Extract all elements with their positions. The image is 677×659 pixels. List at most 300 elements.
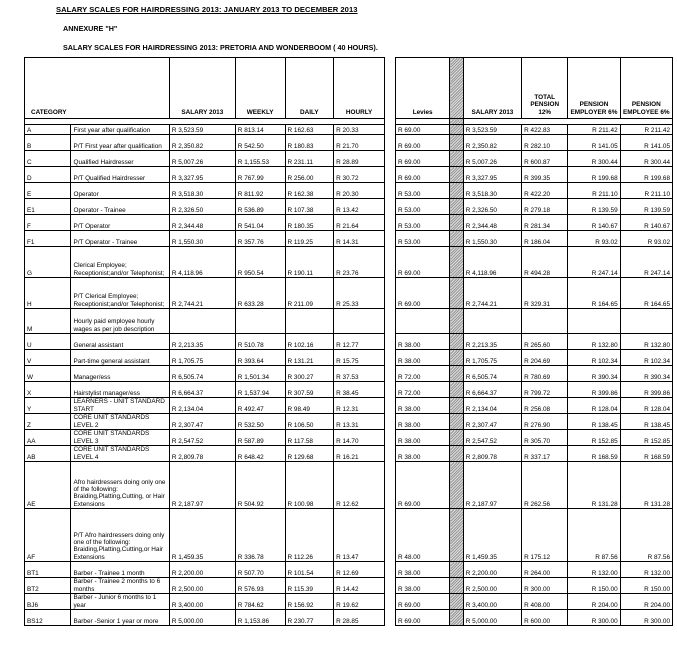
category-description: P/T Qualified Hairdresser (71, 167, 169, 183)
pension-employee-cell: R 199.68 (620, 167, 672, 183)
total-pension-cell: R 600.87 (522, 151, 568, 167)
levies-cell: R 53.00 (396, 215, 450, 231)
salary-cell: R 6,505.74 (169, 366, 235, 382)
hatch-divider (450, 151, 463, 167)
hourly-cell: R 15.75 (334, 350, 385, 366)
hatch-divider (450, 446, 463, 462)
hourly-cell: R 14.31 (334, 231, 385, 247)
category-code: AE (25, 462, 71, 509)
daily-cell: R 98.49 (285, 398, 334, 414)
pension-employer-cell: R 300.44 (568, 151, 620, 167)
table-row (25, 382, 385, 398)
table-row (25, 231, 385, 247)
category-description: CORE UNIT STANDARDS LEVEL 3 (71, 430, 169, 446)
salary-cell: R 2,134.04 (169, 398, 235, 414)
salary-cell: R 2,326.50 (169, 199, 235, 215)
table-row (25, 183, 385, 199)
hourly-cell: R 21.64 (334, 215, 385, 231)
header-levies: Levies (396, 58, 450, 119)
hatch-divider (450, 247, 463, 278)
hatch-divider (450, 382, 463, 398)
levies-cell: R 69.00 (396, 247, 450, 278)
daily-cell: R 231.11 (285, 151, 334, 167)
pension-employer-cell: R 132.00 (568, 562, 620, 578)
daily-cell: R 131.21 (285, 350, 334, 366)
pension-employer-cell (568, 309, 620, 334)
levies-cell: R 38.00 (396, 430, 450, 446)
table-row (25, 278, 385, 309)
table-row (25, 366, 385, 382)
category-description: Barber -Senior 1 year or more (71, 610, 169, 626)
daily-cell: R 162.38 (285, 183, 334, 199)
table-row (396, 398, 673, 414)
daily-cell: R 180.35 (285, 215, 334, 231)
hatch-divider (450, 278, 463, 309)
salary-2013-cell: R 2,744.21 (463, 278, 521, 309)
weekly-cell: R 393.64 (235, 350, 285, 366)
table-row (396, 167, 673, 183)
salary-cell: R 1,459.35 (169, 509, 235, 562)
salary-2013-cell: R 1,459.35 (463, 509, 521, 562)
pension-employee-cell: R 139.59 (620, 199, 672, 215)
pension-employer-cell: R 168.59 (568, 446, 620, 462)
weekly-cell: R 1,501.34 (235, 366, 285, 382)
table-row (396, 278, 673, 309)
table-row (25, 509, 385, 562)
salary-cell: R 1,705.75 (169, 350, 235, 366)
pension-employer-cell: R 102.34 (568, 350, 620, 366)
table-row (396, 309, 673, 334)
table-row (396, 125, 673, 135)
category-code: U (25, 334, 71, 350)
weekly-cell: R 357.76 (235, 231, 285, 247)
pension-employer-cell: R 128.04 (568, 398, 620, 414)
salary-cell: R 2,307.47 (169, 414, 235, 430)
header-row (25, 58, 385, 119)
weekly-cell: R 767.99 (235, 167, 285, 183)
daily-cell: R 180.83 (285, 135, 334, 151)
category-description: Operator (71, 183, 169, 199)
salary-2013-cell: R 2,134.04 (463, 398, 521, 414)
weekly-cell: R 648.42 (235, 446, 285, 462)
category-description: Part-time general assistant (71, 350, 169, 366)
salary-cell: R 6,664.37 (169, 382, 235, 398)
table-row (396, 446, 673, 462)
salary-cell: R 2,547.52 (169, 430, 235, 446)
levies-cell (396, 309, 450, 334)
salary-2013-cell: R 2,213.35 (463, 334, 521, 350)
hatch-divider (450, 462, 463, 509)
header-weekly: WEEKLY (235, 58, 285, 119)
hatch-divider (450, 58, 463, 119)
salary-cell: R 2,213.35 (169, 334, 235, 350)
daily-cell: R 156.92 (285, 594, 334, 610)
total-pension-cell: R 265.60 (522, 334, 568, 350)
salary-2013-cell: R 4,118.96 (463, 247, 521, 278)
category-description: Qualified Hairdresser (71, 151, 169, 167)
hourly-cell: R 13.31 (334, 414, 385, 430)
pension-employee-cell: R 93.02 (620, 231, 672, 247)
salary-2013-cell: R 1,705.75 (463, 350, 521, 366)
hatch-divider (450, 199, 463, 215)
salary-2013-cell: R 6,505.74 (463, 366, 521, 382)
category-code: B (25, 135, 71, 151)
pension-employee-cell (620, 309, 672, 334)
category-code: F (25, 215, 71, 231)
hourly-cell: R 13.47 (334, 509, 385, 562)
hourly-cell: R 23.76 (334, 247, 385, 278)
salary-cell: R 2,809.78 (169, 446, 235, 462)
hatch-divider (450, 562, 463, 578)
total-pension-cell: R 337.17 (522, 446, 568, 462)
table-row (396, 350, 673, 366)
weekly-cell: R 510.78 (235, 334, 285, 350)
category-code: X (25, 382, 71, 398)
category-code: BT2 (25, 578, 71, 594)
weekly-cell (235, 309, 285, 334)
salary-cell: R 3,523.59 (169, 125, 235, 135)
pension-employer-cell: R 390.34 (568, 366, 620, 382)
pension-employee-cell: R 247.14 (620, 247, 672, 278)
levies-cell: R 69.00 (396, 151, 450, 167)
daily-cell (285, 309, 334, 334)
weekly-cell: R 576.93 (235, 578, 285, 594)
hourly-cell: R 30.72 (334, 167, 385, 183)
pension-employee-cell: R 138.45 (620, 414, 672, 430)
category-code: V (25, 350, 71, 366)
pension-employee-cell: R 164.65 (620, 278, 672, 309)
hatch-divider (450, 215, 463, 231)
daily-cell: R 162.63 (285, 125, 334, 135)
category-code: M (25, 309, 71, 334)
table-row (25, 398, 385, 414)
daily-cell: R 102.16 (285, 334, 334, 350)
category-code: Y (25, 398, 71, 414)
table-row (25, 215, 385, 231)
total-pension-cell: R 186.04 (522, 231, 568, 247)
salary-cell: R 2,500.00 (169, 578, 235, 594)
hatch-divider (450, 366, 463, 382)
pension-employer-cell: R 399.86 (568, 382, 620, 398)
weekly-cell: R 507.70 (235, 562, 285, 578)
total-pension-cell (522, 309, 568, 334)
category-description: Operator - Trainee (71, 199, 169, 215)
pension-employer-cell: R 132.80 (568, 334, 620, 350)
levies-cell: R 38.00 (396, 578, 450, 594)
hatch-divider (450, 350, 463, 366)
weekly-cell: R 504.92 (235, 462, 285, 509)
category-code: D (25, 167, 71, 183)
pension-employee-cell: R 211.10 (620, 183, 672, 199)
pension-employer-cell: R 164.65 (568, 278, 620, 309)
total-pension-cell: R 422.83 (522, 125, 568, 135)
table-row (396, 231, 673, 247)
table-row (396, 594, 673, 610)
hourly-cell: R 12.31 (334, 398, 385, 414)
document-title: SALARY SCALES FOR HAIRDRESSING 2013: JANUARY 2013 TO DECEMBER 2013 (56, 5, 358, 14)
pension-employer-cell: R 152.85 (568, 430, 620, 446)
category-description: P/T Operator (71, 215, 169, 231)
category-code: G (25, 247, 71, 278)
header-salary: SALARY 2013 (169, 58, 235, 119)
category-description: CORE UNIT STANDARDS LEVEL 2 (71, 414, 169, 430)
table-row (25, 414, 385, 430)
category-code: BS12 (25, 610, 71, 626)
salary-cell: R 3,327.95 (169, 167, 235, 183)
hourly-cell: R 13.42 (334, 199, 385, 215)
pension-employee-cell: R 87.56 (620, 509, 672, 562)
total-pension-cell: R 282.10 (522, 135, 568, 151)
category-description: CORE UNIT STANDARDS LEVEL 4 (71, 446, 169, 462)
pension-employee-cell: R 152.85 (620, 430, 672, 446)
pension-employee-cell: R 150.00 (620, 578, 672, 594)
daily-cell: R 211.09 (285, 278, 334, 309)
total-pension-cell: R 399.35 (522, 167, 568, 183)
table-row (396, 578, 673, 594)
table-row (396, 151, 673, 167)
hatch-divider (450, 135, 463, 151)
pension-employer-cell: R 300.00 (568, 610, 620, 626)
table-row (396, 430, 673, 446)
daily-cell: R 115.39 (285, 578, 334, 594)
hourly-cell: R 38.45 (334, 382, 385, 398)
salary-cell: R 3,400.00 (169, 594, 235, 610)
salary-2013-cell: R 2,307.47 (463, 414, 521, 430)
salary-cell: R 5,007.26 (169, 151, 235, 167)
salary-table (24, 57, 385, 626)
salary-2013-cell (463, 309, 521, 334)
table-row (25, 462, 385, 509)
category-code: AB (25, 446, 71, 462)
category-code: AF (25, 509, 71, 562)
header-row (396, 58, 673, 119)
pension-employee-cell: R 132.00 (620, 562, 672, 578)
hourly-cell: R 14.70 (334, 430, 385, 446)
hourly-cell: R 21.70 (334, 135, 385, 151)
table-row (25, 350, 385, 366)
table-row (396, 183, 673, 199)
table-row (396, 215, 673, 231)
table-row (25, 610, 385, 626)
levies-cell: R 69.00 (396, 167, 450, 183)
hourly-cell: R 37.53 (334, 366, 385, 382)
salary-2013-cell: R 3,327.95 (463, 167, 521, 183)
salary-cell: R 5,000.00 (169, 610, 235, 626)
table-row (396, 562, 673, 578)
salary-2013-cell: R 2,326.50 (463, 199, 521, 215)
hourly-cell: R 12.69 (334, 562, 385, 578)
category-description: Hourly paid employee hourly wages as per job description (71, 309, 169, 334)
hourly-cell (334, 309, 385, 334)
daily-cell: R 190.11 (285, 247, 334, 278)
daily-cell: R 101.54 (285, 562, 334, 578)
total-pension-cell: R 279.18 (522, 199, 568, 215)
category-description: P/T Afro hairdressers doing only one of the following: Braiding,Platting,Cutting,or Hair Extensions (71, 509, 169, 562)
table-row (25, 578, 385, 594)
hatch-divider (450, 594, 463, 610)
pension-employer-cell: R 204.00 (568, 594, 620, 610)
hourly-cell: R 20.33 (334, 125, 385, 135)
category-description: P/T Operator - Trainee (71, 231, 169, 247)
category-description: General assistant (71, 334, 169, 350)
category-code: E1 (25, 199, 71, 215)
table-row (25, 151, 385, 167)
salary-cell: R 3,518.30 (169, 183, 235, 199)
hatch-divider (450, 610, 463, 626)
header-salary-2: SALARY 2013 (463, 58, 521, 119)
weekly-cell: R 950.54 (235, 247, 285, 278)
hatch-divider (450, 183, 463, 199)
pension-employer-cell: R 211.42 (568, 125, 620, 135)
pension-employer-cell: R 139.59 (568, 199, 620, 215)
category-code: Z (25, 414, 71, 430)
total-pension-cell: R 600.00 (522, 610, 568, 626)
salary-2013-cell: R 6,664.37 (463, 382, 521, 398)
salary-cell (169, 309, 235, 334)
weekly-cell: R 784.62 (235, 594, 285, 610)
category-code: A (25, 125, 71, 135)
salary-cell: R 1,550.30 (169, 231, 235, 247)
total-pension-cell: R 276.90 (522, 414, 568, 430)
category-code: BJ6 (25, 594, 71, 610)
total-pension-cell: R 300.00 (522, 578, 568, 594)
hourly-cell: R 16.21 (334, 446, 385, 462)
salary-2013-cell: R 2,547.52 (463, 430, 521, 446)
levies-cell: R 48.00 (396, 509, 450, 562)
hatch-divider (450, 334, 463, 350)
daily-cell: R 112.26 (285, 509, 334, 562)
pension-employer-cell: R 138.45 (568, 414, 620, 430)
weekly-cell: R 1,153.86 (235, 610, 285, 626)
category-description: Hairstylist manager/ess (71, 382, 169, 398)
pension-employer-cell: R 211.10 (568, 183, 620, 199)
category-description: Barber - Trainee 1 month (71, 562, 169, 578)
pension-employer-cell: R 141.05 (568, 135, 620, 151)
category-description: First year after qualification (71, 125, 169, 135)
hatch-divider (450, 309, 463, 334)
pension-employer-cell: R 140.67 (568, 215, 620, 231)
hourly-cell: R 19.62 (334, 594, 385, 610)
salary-cell: R 2,200.00 (169, 562, 235, 578)
salary-2013-cell: R 3,518.30 (463, 183, 521, 199)
pension-employee-cell: R 102.34 (620, 350, 672, 366)
levies-cell: R 38.00 (396, 334, 450, 350)
pension-employee-cell: R 300.00 (620, 610, 672, 626)
levies-cell: R 38.00 (396, 446, 450, 462)
table-row (25, 594, 385, 610)
weekly-cell: R 811.92 (235, 183, 285, 199)
daily-cell: R 256.00 (285, 167, 334, 183)
header-category: CATEGORY (25, 58, 170, 119)
table-row (396, 462, 673, 509)
weekly-cell: R 336.78 (235, 509, 285, 562)
salary-2013-cell: R 3,523.59 (463, 125, 521, 135)
table-row (396, 366, 673, 382)
total-pension-cell: R 494.28 (522, 247, 568, 278)
pension-employee-cell: R 300.44 (620, 151, 672, 167)
weekly-cell: R 492.47 (235, 398, 285, 414)
document-subtitle: SALARY SCALES FOR HAIRDRESSING 2013: PRETORIA AND WONDERBOOM ( 40 HOURS). (63, 43, 378, 52)
pension-employee-cell: R 140.67 (620, 215, 672, 231)
category-description: LEARNERS - UNIT STANDARD START (71, 398, 169, 414)
annexure-label: ANNEXURE "H" (63, 24, 118, 33)
hatch-divider (450, 509, 463, 562)
weekly-cell: R 1,537.94 (235, 382, 285, 398)
hatch-divider (450, 430, 463, 446)
table-row (396, 610, 673, 626)
daily-cell: R 100.98 (285, 462, 334, 509)
pension-employer-cell: R 131.28 (568, 462, 620, 509)
levies-cell: R 69.00 (396, 125, 450, 135)
daily-cell: R 119.25 (285, 231, 334, 247)
category-description: P/T Clerical Employee; Receptionist;and/or Telephonist; (71, 278, 169, 309)
header-daily: DAILY (285, 58, 334, 119)
total-pension-cell: R 305.70 (522, 430, 568, 446)
weekly-cell: R 532.50 (235, 414, 285, 430)
weekly-cell: R 587.89 (235, 430, 285, 446)
pension-employee-cell: R 211.42 (620, 125, 672, 135)
table-row (25, 167, 385, 183)
pension-employee-cell: R 131.28 (620, 462, 672, 509)
table-row (25, 125, 385, 135)
hatch-divider (450, 578, 463, 594)
levies-cell: R 69.00 (396, 610, 450, 626)
levies-cell: R 38.00 (396, 350, 450, 366)
weekly-cell: R 1,155.53 (235, 151, 285, 167)
table-row (396, 334, 673, 350)
total-pension-cell: R 799.72 (522, 382, 568, 398)
levies-cell: R 53.00 (396, 183, 450, 199)
salary-cell: R 4,118.96 (169, 247, 235, 278)
salary-2013-cell: R 2,344.48 (463, 215, 521, 231)
pension-employer-cell: R 87.56 (568, 509, 620, 562)
hatch-divider (450, 414, 463, 430)
weekly-cell: R 536.89 (235, 199, 285, 215)
levies-cell: R 72.00 (396, 366, 450, 382)
header-total-pension: TOTAL PENSION 12% (522, 58, 568, 119)
table-row (396, 247, 673, 278)
hourly-cell: R 28.85 (334, 610, 385, 626)
total-pension-cell: R 780.69 (522, 366, 568, 382)
category-code: W (25, 366, 71, 382)
category-description: Barber - Junior 6 months to 1 year (71, 594, 169, 610)
levies-cell: R 38.00 (396, 414, 450, 430)
salary-cell: R 2,350.82 (169, 135, 235, 151)
pension-employee-cell: R 141.05 (620, 135, 672, 151)
hatch-divider (450, 125, 463, 135)
salary-2013-cell: R 2,187.97 (463, 462, 521, 509)
total-pension-cell: R 262.56 (522, 462, 568, 509)
table-row (25, 135, 385, 151)
salary-2013-cell: R 3,400.00 (463, 594, 521, 610)
table-row (25, 247, 385, 278)
table-row (25, 334, 385, 350)
weekly-cell: R 813.14 (235, 125, 285, 135)
salary-2013-cell: R 5,000.00 (463, 610, 521, 626)
table-row (396, 509, 673, 562)
pension-employee-cell: R 204.00 (620, 594, 672, 610)
levies-cell: R 53.00 (396, 199, 450, 215)
category-code: AA (25, 430, 71, 446)
hourly-cell: R 28.89 (334, 151, 385, 167)
levies-cell: R 69.00 (396, 594, 450, 610)
table-row (396, 382, 673, 398)
pension-employee-cell: R 132.80 (620, 334, 672, 350)
total-pension-cell: R 175.12 (522, 509, 568, 562)
levies-cell: R 72.00 (396, 382, 450, 398)
pension-employee-cell: R 128.04 (620, 398, 672, 414)
table-row (25, 562, 385, 578)
